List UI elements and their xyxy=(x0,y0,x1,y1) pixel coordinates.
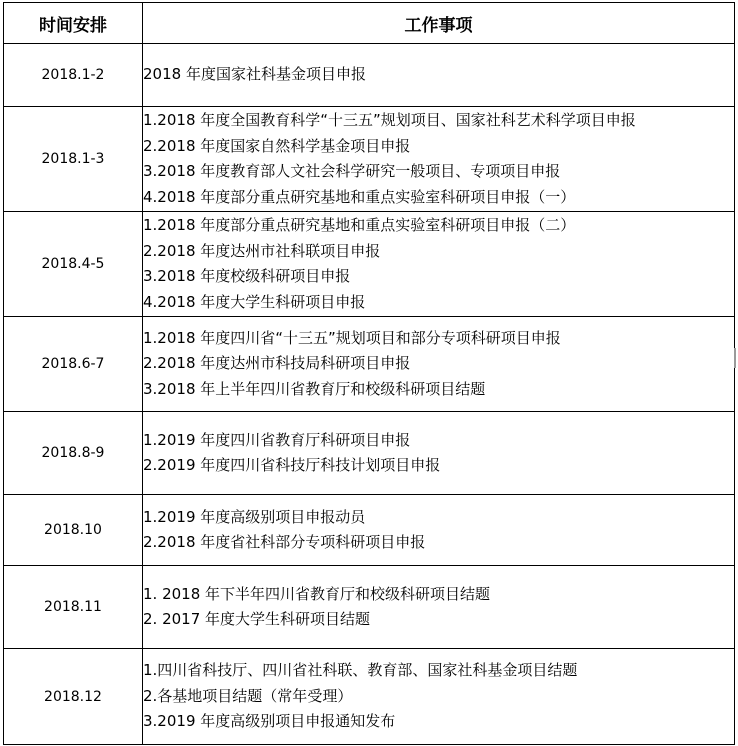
time-cell: 2018.1-3 xyxy=(4,107,143,212)
time-cell: 2018.10 xyxy=(4,495,143,566)
work-item: 1.2018 年度全国教育科学“十三五”规划项目、国家社科艺术科学项目申报 xyxy=(143,111,636,129)
table-row xyxy=(4,495,735,566)
items-cell xyxy=(143,317,735,412)
work-item: 4.2018 年度部分重点研究基地和重点实验室科研项目申报（一） xyxy=(143,187,576,206)
work-item: 4.2018 年度大学生科研项目申报 xyxy=(143,292,366,311)
work-item: 2.2018 年度达州市社科联项目申报 xyxy=(143,241,381,260)
table-row xyxy=(4,566,735,649)
work-item: 3.2019 年度高级别项目申报通知发布 xyxy=(143,712,396,731)
items-cell xyxy=(143,412,735,495)
work-item: 2.2019 年度四川省科技厅科技计划项目申报 xyxy=(143,456,441,474)
work-item: 1.四川省科技厅、四川省社科联、教育部、国家社科基金项目结题 xyxy=(143,661,578,680)
table-row xyxy=(4,412,735,495)
work-item: 1. 2018 年下半年四川省教育厅和校级科研项目结题 xyxy=(143,584,491,603)
time-cell: 2018.12 xyxy=(4,649,143,745)
work-item: 2. 2017 年度大学生科研项目结题 xyxy=(143,610,371,628)
work-item: 3.2018 年上半年四川省教育厅和校级科研项目结题 xyxy=(143,379,486,398)
table-row xyxy=(4,649,735,745)
table-row xyxy=(4,44,735,107)
work-item: 1.2019 年度四川省教育厅科研项目申报 xyxy=(143,430,411,449)
time-cell: 2018.11 xyxy=(4,566,143,649)
work-item: 2.2018 年度达州市科技局科研项目申报 xyxy=(143,354,411,373)
time-cell: 2018.1-2 xyxy=(4,44,143,107)
work-item: 1.2018 年度四川省“十三五”规划项目和部分专项科研项目申报 xyxy=(143,328,561,347)
schedule-table xyxy=(3,2,735,745)
work-item: 2.2018 年度国家自然科学基金项目申报 xyxy=(143,136,411,155)
items-cell xyxy=(143,212,735,317)
work-item: 2.2018 年度省社科部分专项科研项目申报 xyxy=(143,533,426,551)
work-item: 2.各基地项目结题（常年受理） xyxy=(143,686,353,705)
items-cell xyxy=(143,649,735,745)
work-item: 1.2018 年度部分重点研究基地和重点实验室科研项目申报（二） xyxy=(143,216,576,234)
items-cell xyxy=(143,495,735,566)
time-column-header: 时间安排 xyxy=(4,3,143,44)
table-row xyxy=(4,107,735,212)
header-row xyxy=(4,3,735,44)
time-cell: 2018.8-9 xyxy=(4,412,143,495)
scroll-marker xyxy=(734,348,736,368)
time-cell: 2018.6-7 xyxy=(4,317,143,412)
work-item: 3.2018 年度校级科研项目申报 xyxy=(143,267,351,285)
table-row xyxy=(4,317,735,412)
items-cell xyxy=(143,566,735,649)
table-row xyxy=(4,212,735,317)
work-item: 1.2019 年度高级别项目申报动员 xyxy=(143,507,366,526)
items-cell xyxy=(143,44,735,107)
items-cell xyxy=(143,107,735,212)
work-item: 2018 年度国家社科基金项目申报 xyxy=(143,65,366,84)
work-item: 3.2018 年度教育部人文社会科学研究一般项目、专项项目申报 xyxy=(143,162,561,180)
work-column-header: 工作事项 xyxy=(143,3,735,44)
time-cell: 2018.4-5 xyxy=(4,212,143,317)
